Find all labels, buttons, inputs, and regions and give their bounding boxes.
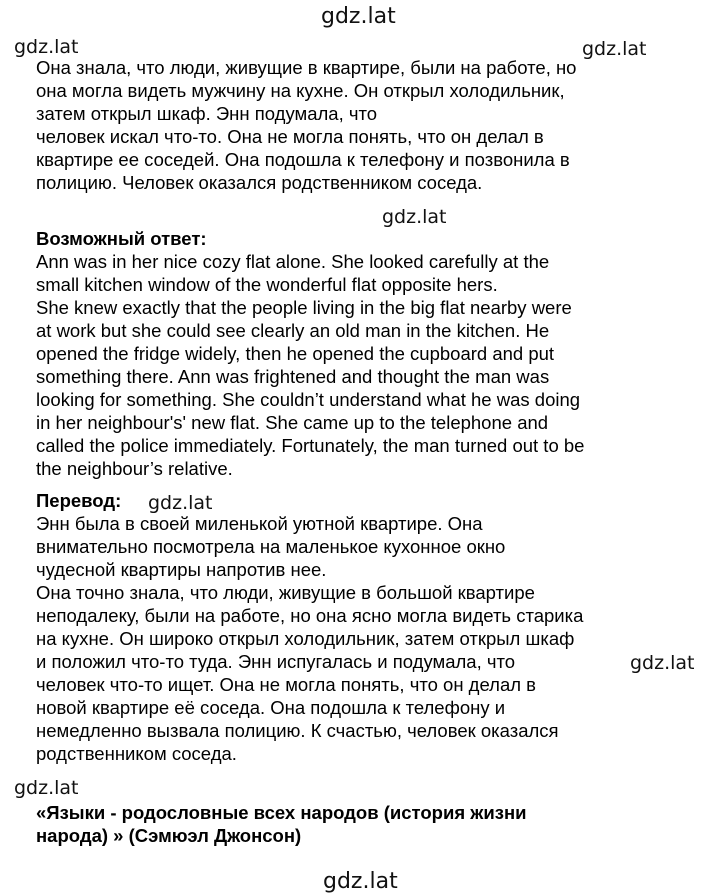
watermark-top-left: gdz.lat bbox=[14, 36, 79, 58]
text-line: неподалеку, были на работе, но она ясно могла видеть старика bbox=[36, 605, 584, 626]
answer-heading: Возможный ответ: bbox=[36, 228, 207, 249]
translation-heading: Перевод: bbox=[36, 490, 122, 511]
text-line: Она знала, что люди, живущие в квартире, были на работе, но bbox=[36, 57, 577, 78]
text-line: полицию. Человек оказался родственником соседа. bbox=[36, 172, 483, 193]
text-line: Ann was in her nice cozy flat alone. She looked carefully at the bbox=[36, 251, 550, 272]
text-line: квартире ее соседей. Она подошла к телефону и позвонила в bbox=[36, 149, 570, 170]
quote-section bbox=[36, 801, 706, 847]
watermark-top-right: gdz.lat bbox=[582, 38, 647, 60]
text-line: немедленно вызвала полицию. К счастью, человек оказался bbox=[36, 720, 559, 741]
text-line: затем открыл шкаф. Энн подумала, что bbox=[36, 103, 378, 124]
text-line: Энн была в своей миленькой уютной квартире. Она bbox=[36, 513, 483, 534]
text-line: на кухне. Он широко открыл холодильник, затем открыл шкаф bbox=[36, 628, 575, 649]
text-line: человек искал что-то. Она не могла понять, что он делал в bbox=[36, 126, 544, 147]
text-line: внимательно посмотрела на маленькое кухонное окно bbox=[36, 536, 506, 557]
watermark-right: gdz.lat bbox=[630, 652, 695, 674]
watermark-bottom: gdz.lat bbox=[323, 869, 398, 894]
text-line: человек что-то ищет. Она не могла понять, что он делал в bbox=[36, 674, 536, 695]
text-line: at work but she could see clearly an old man in the kitchen. He bbox=[36, 320, 550, 341]
text-line: и положил что-то туда. Энн испугалась и подумала, что bbox=[36, 651, 516, 672]
answer-section bbox=[36, 227, 706, 480]
text-line: called the police immediately. Fortunately, the man turned out to be bbox=[36, 435, 585, 456]
quote-line: «Языки - родословные всех народов (история жизни bbox=[36, 802, 527, 823]
quote-line: народа) » (Сэмюэл Джонсон) bbox=[36, 825, 302, 846]
watermark-mid: gdz.lat bbox=[382, 206, 447, 228]
translation-section bbox=[36, 489, 706, 765]
watermark-top: gdz.lat bbox=[321, 4, 396, 29]
text-line: small kitchen window of the wonderful flat opposite hers. bbox=[36, 274, 498, 295]
text-line: родственником соседа. bbox=[36, 743, 237, 764]
text-line: looking for something. She couldn’t understand what he was doing bbox=[36, 389, 581, 410]
russian-original-text bbox=[36, 56, 706, 194]
watermark-left-bottom: gdz.lat bbox=[14, 777, 79, 799]
text-line: She knew exactly that the people living in the big flat nearby were bbox=[36, 297, 572, 318]
watermark-perevod: gdz.lat bbox=[148, 492, 213, 514]
text-line: opened the fridge widely, then he opened the cupboard and put bbox=[36, 343, 555, 364]
text-line: in her neighbour's' new flat. She came up to the telephone and bbox=[36, 412, 549, 433]
text-line: новой квартире её соседа. Она подошла к телефону и bbox=[36, 697, 506, 718]
text-line: она могла видеть мужчину на кухне. Он открыл холодильник, bbox=[36, 80, 565, 101]
text-line: Она точно знала, что люди, живущие в большой квартире bbox=[36, 582, 535, 603]
text-line: the neighbour’s relative. bbox=[36, 458, 233, 479]
text-line: чудесной квартиры напротив нее. bbox=[36, 559, 327, 580]
text-line: something there. Ann was frightened and thought the man was bbox=[36, 366, 550, 387]
